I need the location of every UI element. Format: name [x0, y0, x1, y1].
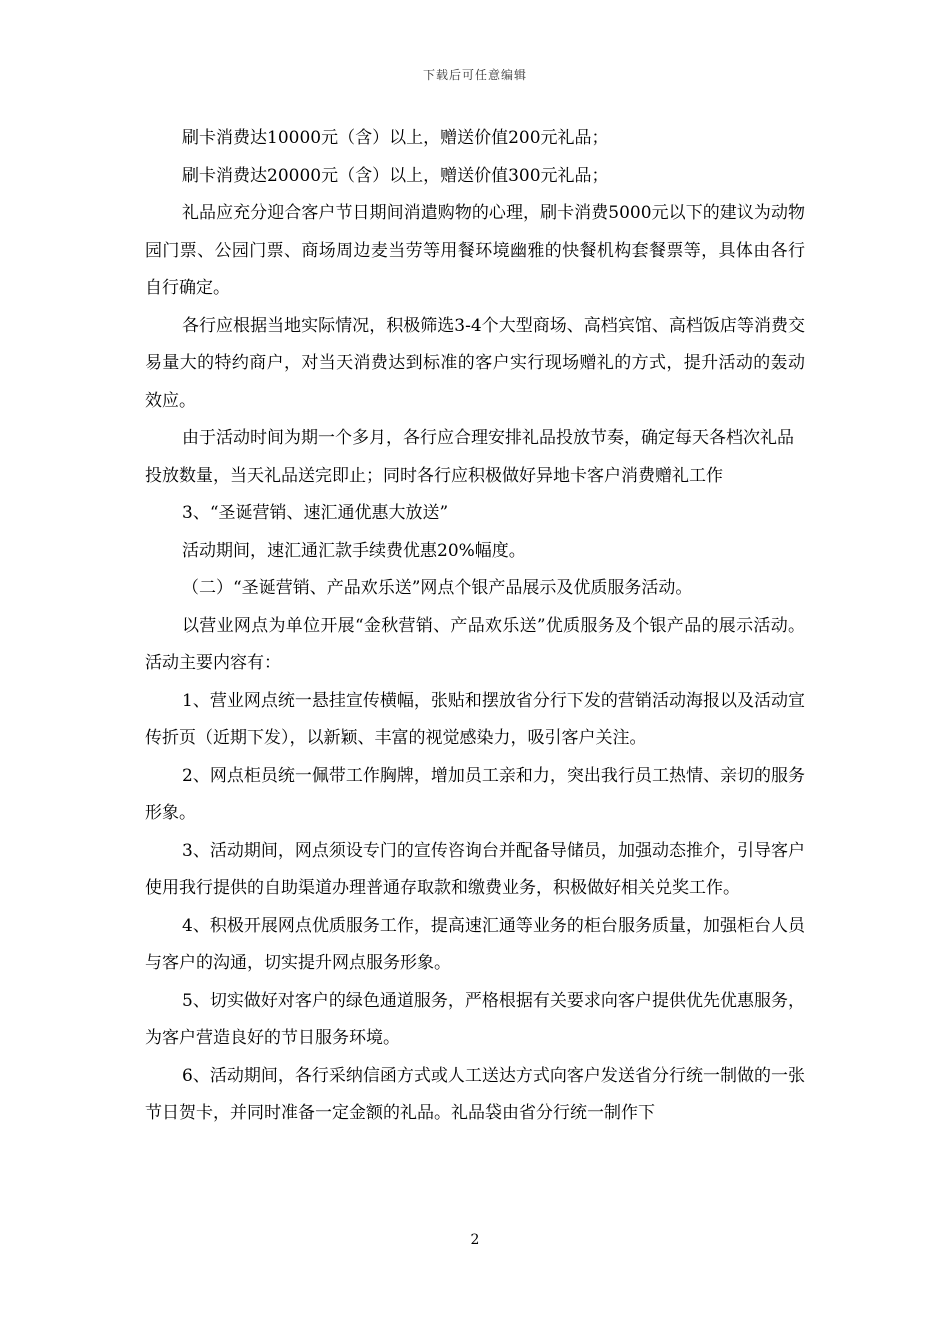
page-number: 2: [470, 1232, 480, 1248]
list-item: 1、营业网点统一悬挂宣传横幅，张贴和摆放省分行下发的营销活动海报以及活动宣传折页（近期下发），以新颖、丰富的视觉感染力，吸引客户关注。: [145, 690, 805, 748]
page-header: 下载后可任意编辑: [422, 68, 527, 82]
paragraph: 由于活动时间为期一个多月，各行应合理安排礼品投放节奏，确定每天各档次礼品投放数量，当天礼品送完即止；同时各行应积极做好异地卡客户消费赠礼工作: [145, 428, 794, 486]
paragraph: 以营业网点为单位开展“金秋营销、产品欢乐送”优质服务及个银产品的展示活动。活动主要内容有：: [145, 615, 805, 673]
list-item: 6、活动期间，各行采纳信函方式或人工送达方式向客户发送省分行统一制做的一张节日贺卡，并同时准备一定金额的礼品。礼品袋由省分行统一制作下: [145, 1065, 805, 1123]
list-item: 5、切实做好对客户的绿色通道服务，严格根据有关要求向客户提供优先优惠服务，为客户营造良好的节日服务环境。: [145, 990, 805, 1048]
paragraph: 刷卡消费达20000元（含）以上，赠送价值300元礼品；: [182, 165, 609, 186]
list-item: 4、积极开展网点优质服务工作，提高速汇通等业务的柜台服务质量，加强柜台人员与客户的沟通，切实提升网点服务形象。: [145, 915, 805, 973]
paragraph: 活动期间，速汇通汇款手续费优惠20%幅度。: [182, 540, 526, 561]
list-item: 3、活动期间，网点须设专门的宣传咨询台并配备导储员，加强动态推介，引导客户使用我行提供的自助渠道办理普通存取款和缴费业务，积极做好相关兑奖工作。: [145, 840, 805, 898]
document-body: [145, 120, 805, 1133]
section-heading: （二）“圣诞营销、产品欢乐送”网点个银产品展示及优质服务活动。: [182, 578, 693, 598]
paragraph: 礼品应充分迎合客户节日期间消遣购物的心理，刷卡消费5000元以下的建议为动物园门票、公园门票、商场周边麦当劳等用餐环境幽雅的快餐机构套餐票等，具体由各行自行确定。: [145, 203, 805, 298]
paragraph: 刷卡消费达10000元（含）以上，赠送价值200元礼品；: [182, 128, 609, 148]
list-item: 2、网点柜员统一佩带工作胸牌，增加员工亲和力，突出我行员工热情、亲切的服务形象。: [145, 765, 805, 823]
section-heading: 3、“圣诞营销、速汇通优惠大放送”: [182, 503, 449, 523]
paragraph: 各行应根据当地实际情况，积极筛选3-4个大型商场、高档宾馆、高档饭店等消费交易量大的特约商户，对当天消费达到标准的客户实行现场赠礼的方式，提升活动的轰动效应。: [145, 315, 805, 411]
